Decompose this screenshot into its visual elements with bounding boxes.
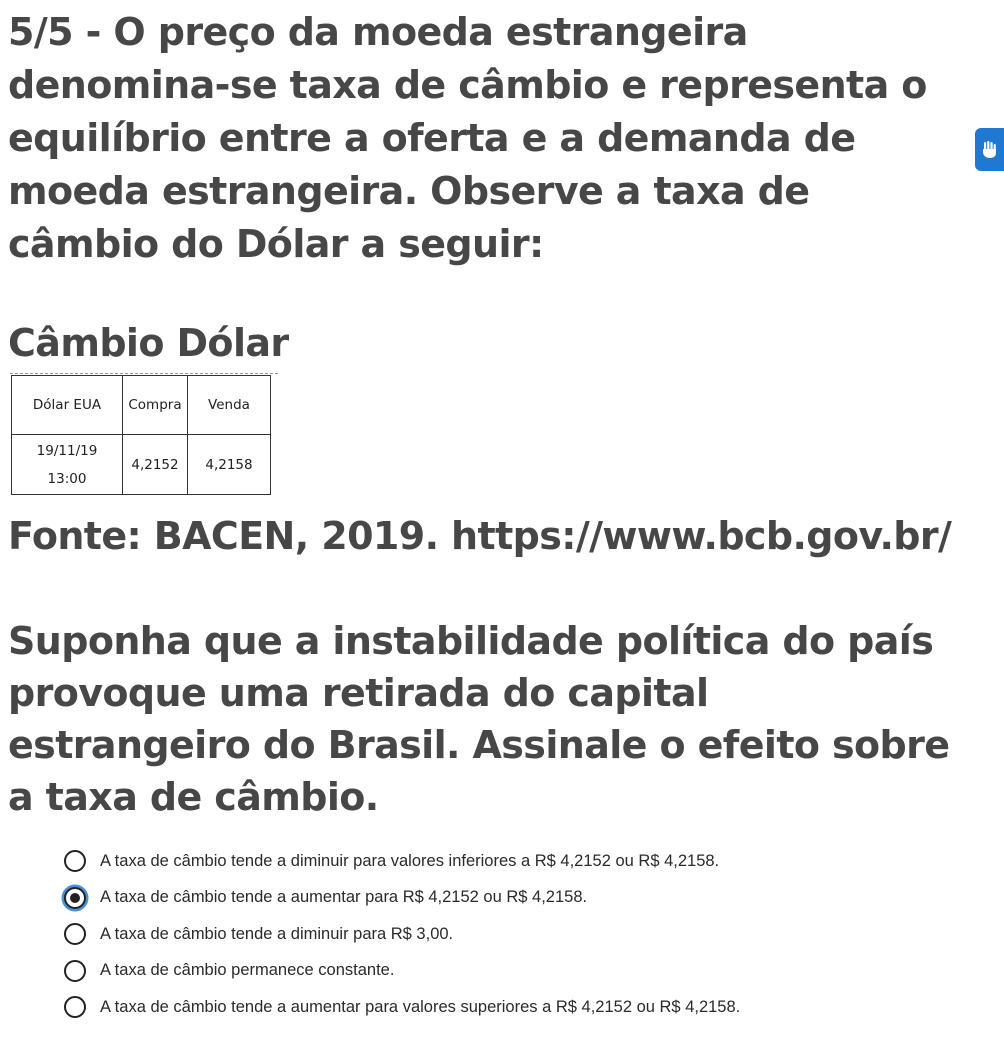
section-heading: Câmbio Dólar <box>8 321 289 365</box>
radio-dot <box>70 893 80 903</box>
question-title: 5/5 - O preço da moeda estrangeira denomina-se taxa de câmbio e representa o equilíbrio entre a oferta e a demanda de moeda estrangeira. Observe a taxa de câmbio do Dólar a seguir: <box>8 10 927 266</box>
answer-option-label: A taxa de câmbio tende a diminuir para valores inferiores a R$ 4,2152 ou R$ 4,2158. <box>100 851 720 870</box>
hand-sign-language-icon <box>980 140 1000 160</box>
table-row <box>12 435 271 495</box>
radio-button[interactable] <box>64 960 86 982</box>
answer-options <box>62 843 740 1026</box>
cell-datetime <box>12 435 123 495</box>
header-dolar-eua: Dólar EUA <box>12 376 123 435</box>
radio-button-selected[interactable] <box>64 887 86 909</box>
header-venda: Venda <box>188 376 271 435</box>
answer-option-label: A taxa de câmbio tende a aumentar para R$ 4,2152 ou R$ 4,2158. <box>100 888 588 907</box>
question-prompt: Suponha que a instabilidade política do país provoque uma retirada do capital estrangeiro do Brasil. Assinale o efeito sobre a taxa de câmbio. <box>8 619 950 819</box>
answer-option-label: A taxa de câmbio permanece constante. <box>100 961 395 980</box>
cell-venda: 4,2158 <box>188 435 271 495</box>
cell-date: 19/11/19 <box>36 442 98 459</box>
answer-option-label: A taxa de câmbio tende a aumentar para valores superiores a R$ 4,2152 ou R$ 4,2158. <box>100 997 741 1016</box>
answer-option-label: A taxa de câmbio tende a diminuir para R$ 3,00. <box>100 924 454 943</box>
answer-option-2[interactable] <box>62 880 740 917</box>
cell-compra: 4,2152 <box>123 435 188 495</box>
answer-option-3[interactable] <box>62 916 740 953</box>
answer-option-5[interactable] <box>62 989 740 1026</box>
answer-option-4[interactable] <box>62 953 740 990</box>
source-citation: Fonte: BACEN, 2019. https://www.bcb.gov.br/ <box>8 514 952 558</box>
header-compra: Compra <box>123 376 188 435</box>
radio-button[interactable] <box>64 996 86 1018</box>
table-header-row <box>12 376 271 435</box>
radio-button[interactable] <box>64 923 86 945</box>
cell-time: 13:00 <box>47 470 87 487</box>
radio-button[interactable] <box>64 850 86 872</box>
exchange-rate-table <box>11 375 271 495</box>
accessibility-widget-button[interactable] <box>975 128 1004 171</box>
table-top-border <box>10 373 278 374</box>
answer-option-1[interactable] <box>62 843 740 880</box>
